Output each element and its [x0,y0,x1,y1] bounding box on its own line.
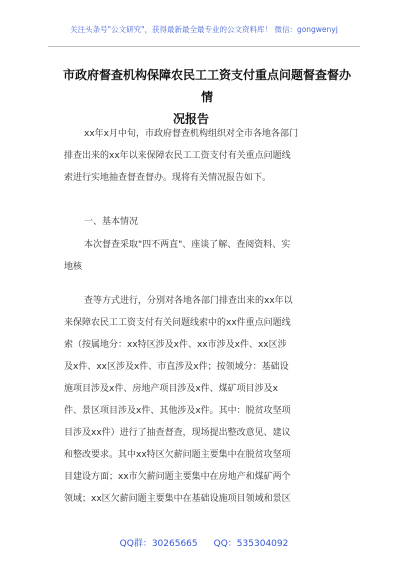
text-line: 目涉及xx件）进行了抽查督查，现场提出整改意见、建议 [64,428,291,438]
paragraph-intro [64,123,349,189]
text-line: 领域；xx区欠薪问题主要集中在基础设施项目领域和景区 [64,494,291,504]
text-line: 排查出来的xx年以来保障农民工工资支付有关重点问题线 [64,151,291,161]
footer-contact [0,536,408,549]
title-line-1: 市政府督查机构保障农民工工资支付重点问题督查督办情 [62,68,351,104]
footer-qq-group: QQ群：30265665 [119,539,198,549]
text-line: 及x件、xx区涉及x件、市直涉及x件；按领域分：基础设 [64,362,289,372]
text-line: 和整改要求。其中xx特区欠薪问题主要集中在脱贫攻坚项 [64,450,291,460]
footer-qq: QQ：535304092 [213,539,289,549]
section-heading-text: 一、基本情况 [84,217,139,227]
text-line: 索进行实地抽查督查督办。现将有关情况报告如下。 [64,173,272,183]
text-line: 件、景区项目涉及x件、其他涉及x件。其中：脱贫攻坚项 [64,406,291,416]
text-line: 索（按属地分：xx特区涉及x件、xx市涉及x件、xx区涉 [64,340,287,350]
header-banner: 关注头条号"公文研究"，获得最新最全最专业的公文资料库！ 微信：gongwenyj [70,25,338,34]
text-line: 目建设方面；xx市欠薪问题主要集中在房地产和煤矿两个 [64,472,291,482]
section-heading [64,211,349,233]
title-line-2: 况报告 [173,112,210,126]
header-divider [48,46,360,47]
text-line: 本次督查采取"四不两直"、座谈了解、查阅资料、实 [84,240,291,250]
document-title [62,64,352,130]
text-line: 查等方式进行，分别对各地各部门排查出来的xx年以 [84,296,293,306]
text-line: 地核 [64,262,83,272]
paragraph-details [64,290,349,510]
text-line: 施项目涉及x件、房地产项目涉及x件、煤矿项目涉及x [64,384,278,394]
text-line: 来保障农民工工资支付有关问题线索中的xx件重点问题线 [64,318,291,328]
text-line: xx年x月中旬，市政府督查机构组织对全市各地各部门 [84,129,298,139]
paragraph-method [64,234,349,278]
